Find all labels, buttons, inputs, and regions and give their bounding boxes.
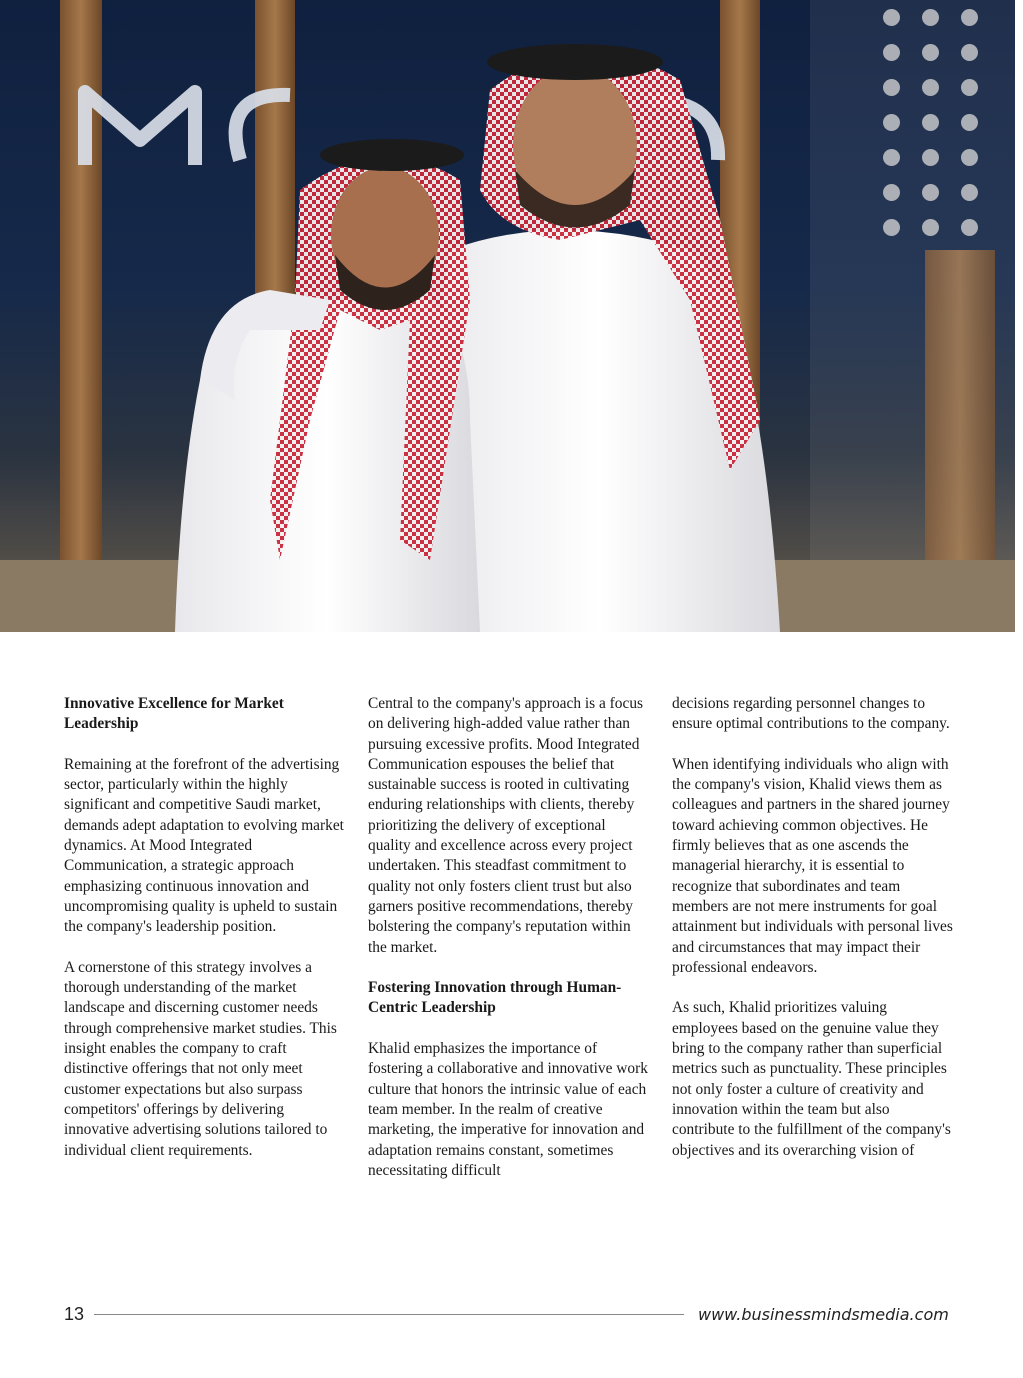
paragraph: When identifying individuals who align with the company's vision, Khalid views them as colleagues and partners in the shared journey toward achieving common objectives. He firmly believes that as one ascends the managerial hierarchy, it is essential to recognize that subordinates and team members are not mere instruments for goal attainment but individuals with personal lives and circumstances that may impact their professional endeavors. xyxy=(672,755,953,976)
column-1 xyxy=(64,694,346,1181)
paragraph: As such, Khalid prioritizes valuing employees based on the genuine value they bring to the company rather than superficial metrics such as punctuality. These principles not only foster a culture of creativity and innovation within the team but also contribute to the fulfillment of the company's objectives and its overarching vision of xyxy=(672,999,951,1159)
section-heading: Innovative Excellence for Market Leadership xyxy=(64,695,284,733)
wood-panel xyxy=(60,0,102,560)
page-footer xyxy=(64,1302,956,1326)
paragraph: Central to the company's approach is a focus on delivering high-added value rather than pursuing excessive profits. Mood Integrated Communication espouses the belief that sustainable success is rooted in cultivating enduring relationships with clients, thereby prioritizing the delivery of exceptional quality and excellence across every project undertaken. This steadfast commitment to quality not only fosters client trust but also garners positive recommendations, thereby bolstering the company's reputation within the market. xyxy=(368,695,644,956)
section-heading: Fostering Innovation through Human-Centric Leadership xyxy=(368,979,622,1017)
decorative-dot-grid xyxy=(883,9,978,236)
paragraph: Khalid emphasizes the importance of fostering a collaborative and innovative work culture that honors the intrinsic value of each team member. In the realm of creative marketing, the imperative for innovation and adaptation remains constant, sometimes necessitating difficult xyxy=(368,1040,648,1179)
footer-divider xyxy=(94,1314,684,1315)
paragraph: decisions regarding personnel changes to ensure optimal contributions to the company. xyxy=(672,695,950,733)
column-3 xyxy=(672,694,954,1181)
paragraph: Remaining at the forefront of the advertising sector, particularly within the highly significant and competitive Saudi market, demands adept adaptation to evolving market dynamics. At Mood Integrated Communication, a strategic approach emphasizing continuous innovation and uncompromising quality is upheld to sustain the company's leadership position. xyxy=(64,755,344,936)
hero-photo xyxy=(0,0,1015,632)
portrait-illustration xyxy=(0,0,1015,632)
website-link[interactable]: www.businessmindsmedia.com xyxy=(698,1304,949,1324)
page-number: 13 xyxy=(64,1303,85,1324)
paragraph: A cornerstone of this strategy involves a thorough understanding of the market landscape and discerning customer needs through comprehensive market studies. This insight enables the company to craft distinctive offerings that not only meet customer expectations but also surpass competitors' offerings by delivering innovative advertising solutions tailored to individual client requirements. xyxy=(64,958,337,1159)
article-body xyxy=(64,694,954,1181)
column-2 xyxy=(368,694,650,1181)
